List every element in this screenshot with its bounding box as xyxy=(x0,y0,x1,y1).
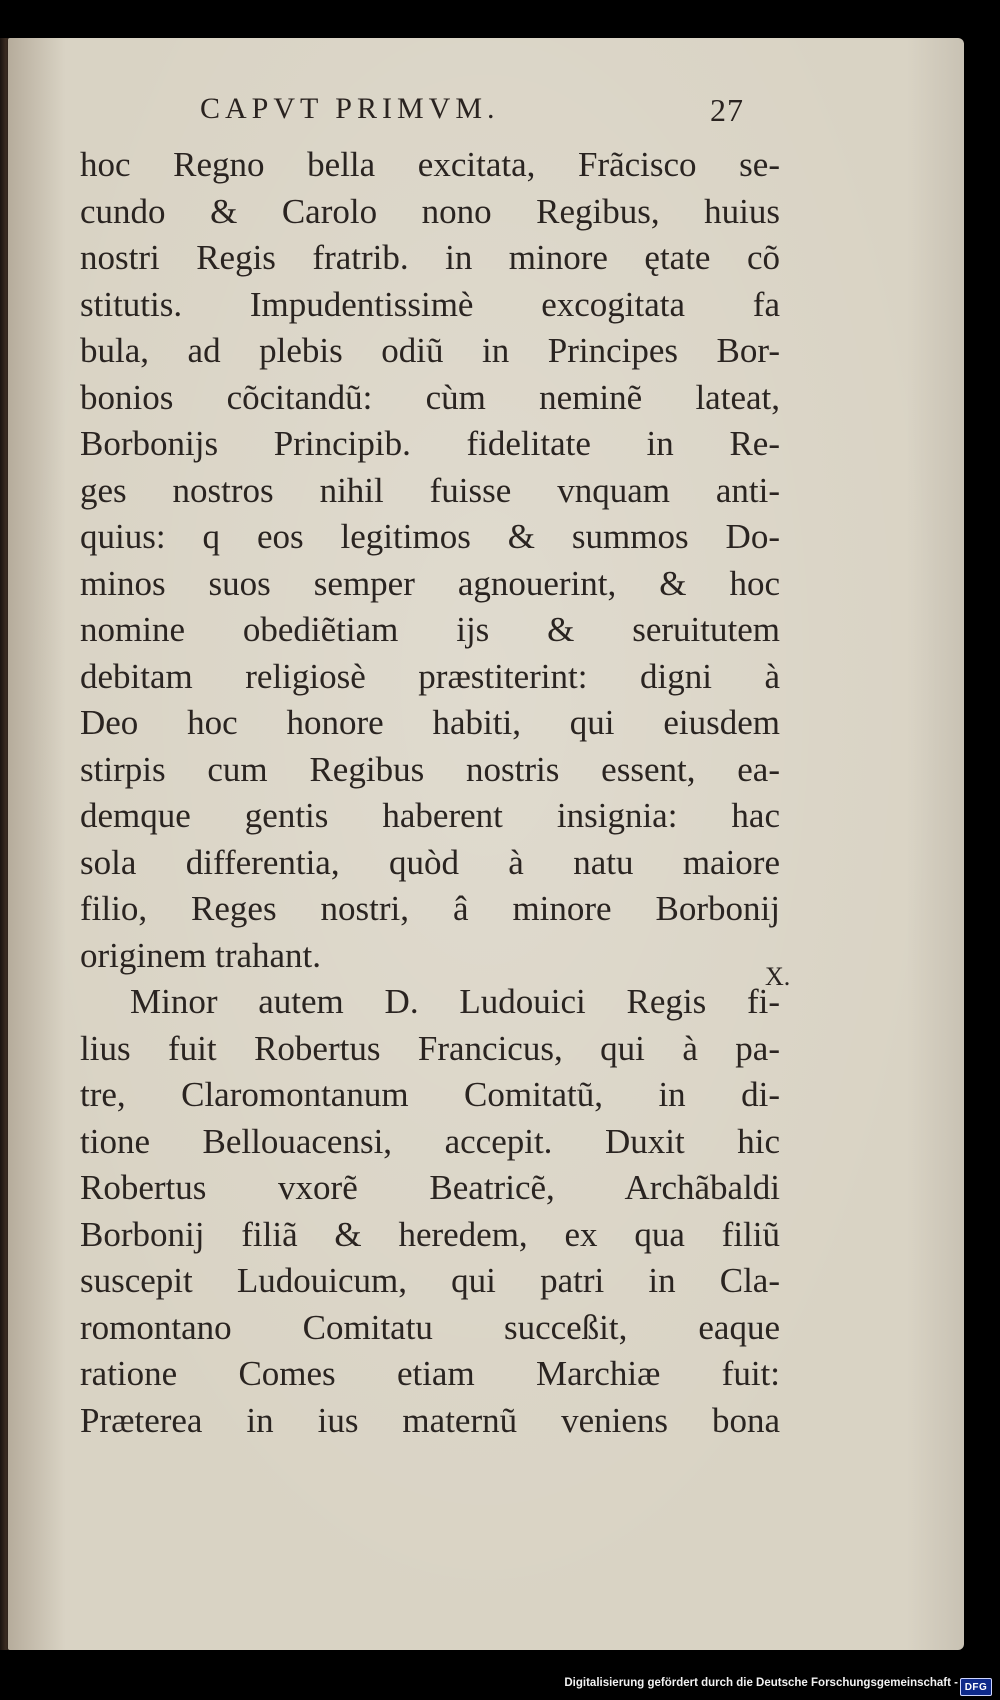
running-head-title: CAPVT PRIMVM. xyxy=(200,92,500,125)
text-line: nostri Regis fratrib. in minore ętate cõ xyxy=(80,238,780,277)
text-line: tione Bellouacensi, accepit. Duxit hic xyxy=(80,1121,780,1161)
text-line: romontano Comitatu succeßit, eaque xyxy=(80,1307,780,1347)
text-line: filio, Reges nostri, â minore Borbonij xyxy=(80,889,780,928)
text-line: originem trahant. xyxy=(80,935,322,975)
text-line: Borbonij filiã & heredem, ex qua filiũ xyxy=(80,1214,780,1254)
text-line: Robertus vxorẽ Beatricẽ, Archãbaldi xyxy=(80,1168,780,1207)
text-line: ges nostros nihil fuisse vnquam anti- xyxy=(80,470,780,510)
text-line: Borbonijs Principib. fidelitate in Re- xyxy=(80,424,780,463)
text-line: suscepit Ludouicum, qui patri in Cla- xyxy=(80,1261,780,1300)
text-line: stitutis. Impudentissimè excogitata fa xyxy=(80,284,780,324)
text-line: stirpis cum Regibus nostris essent, ea- xyxy=(80,749,780,789)
text-line: sola differentia, quòd à natu maiore xyxy=(80,842,780,882)
text-line: bula, ad plebis odiũ in Principes Bor- xyxy=(80,331,780,370)
body-text xyxy=(80,142,780,1444)
text-line: quius: q eos legitimos & summos Do- xyxy=(80,517,780,556)
running-head xyxy=(200,92,780,136)
text-line: Deo hoc honore habiti, qui eiusdem xyxy=(80,703,780,742)
text-line: nomine obediẽtiam ijs & seruitutem xyxy=(80,610,780,649)
text-line: tre, Claromontanum Comitatũ, in di- xyxy=(80,1075,780,1114)
margin-note: X. xyxy=(765,962,791,991)
text-line: Minor autem D. Ludouici Regis fi- xyxy=(130,982,780,1021)
text-line: bonios cõcitandũ: cùm neminẽ lateat, xyxy=(80,377,780,417)
text-line: hoc Regno bella excitata, Frãcisco se- xyxy=(80,145,780,184)
text-line: Præterea in ius maternũ veniens bona xyxy=(80,1400,780,1440)
text-line: cundo & Carolo nono Regibus, huius xyxy=(80,191,780,231)
text-line: ratione Comes etiam Marchiæ fuit: xyxy=(80,1354,780,1393)
text-line: minos suos semper agnouerint, & hoc xyxy=(80,563,780,603)
page-number: 27 xyxy=(710,92,744,128)
funding-credit: Digitalisierung gefördert durch die Deutsche Forschungsgemeinschaft - xyxy=(564,1677,958,1689)
text-line: debitam religiosè præstiterint: digni à xyxy=(80,656,780,696)
digitization-footer xyxy=(0,1674,1000,1700)
text-line: demque gentis haberent insignia: hac xyxy=(80,796,780,835)
dfg-logo-icon: DFG xyxy=(960,1678,992,1696)
text-line: lius fuit Robertus Francicus, qui à pa- xyxy=(80,1028,780,1068)
